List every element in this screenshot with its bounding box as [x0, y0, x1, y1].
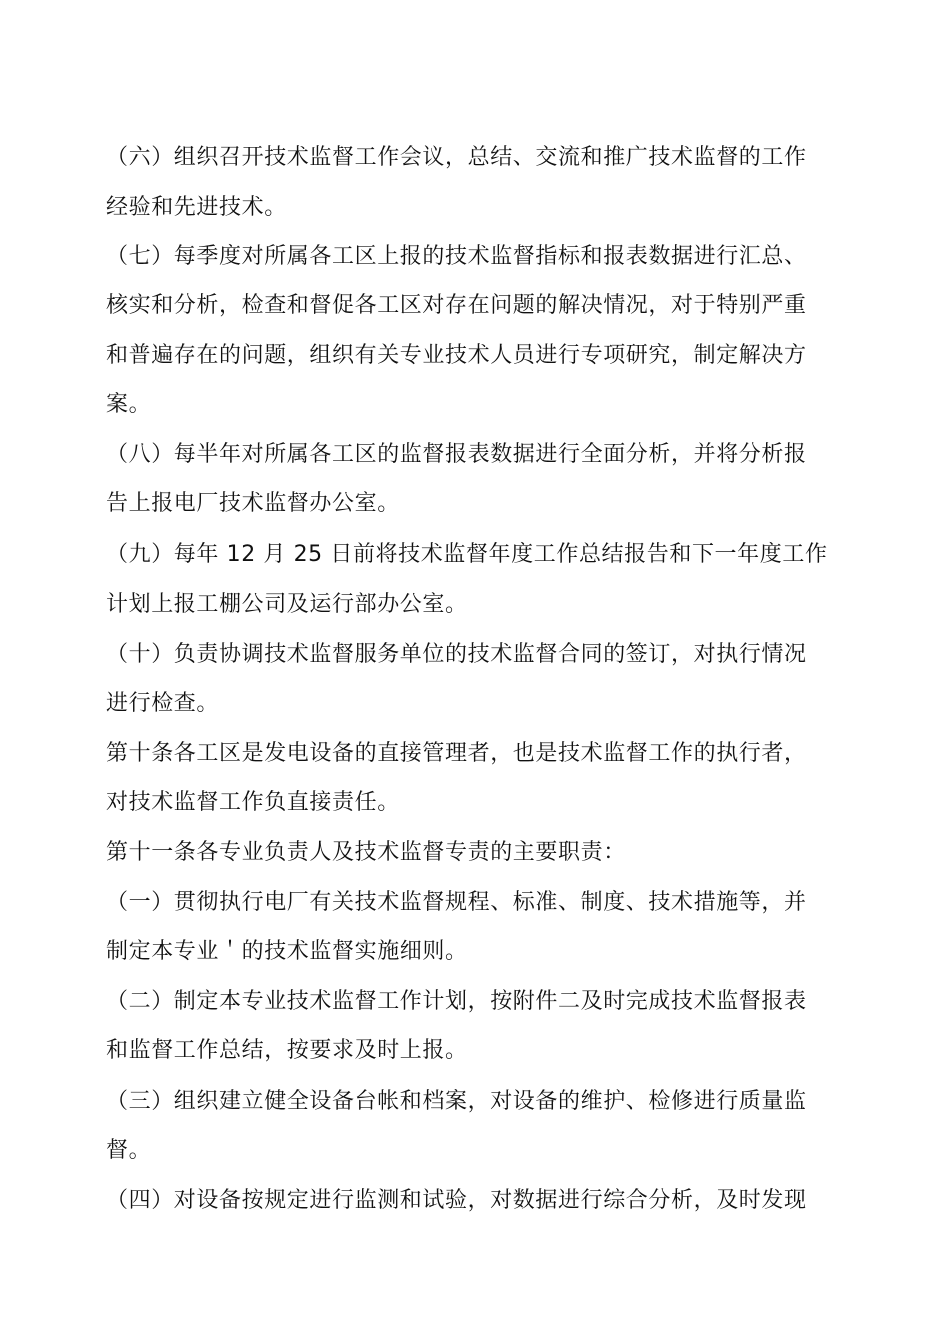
- text-line: 督。: [106, 1138, 152, 1163]
- text-line: 和普遍存在的问题，组织有关专业技术人员进行专项研究，制定解决方: [106, 343, 807, 368]
- text-line: （十）负责协调技术监督服务单位的技术监督合同的签订，对执行情况: [106, 642, 807, 667]
- text-line: （六）组织召开技术监督工作会议，总结、交流和推广技术监督的工作: [106, 145, 807, 170]
- text-line: 核实和分析，检查和督促各工区对存在问题的解决情况，对于特别严重: [106, 293, 807, 318]
- text-line: 计划上报工棚公司及运行部办公室。: [106, 592, 468, 617]
- text-line: 对技术监督工作负直接责任。: [106, 790, 400, 815]
- text-line: 第十一条各专业负责人及技术监督专责的主要职责：: [106, 840, 626, 865]
- text-line: （一）贯彻执行电厂有关技术监督规程、标准、制度、技术措施等，并: [106, 890, 807, 915]
- text-line: 经验和先进技术。: [106, 195, 287, 220]
- text-line: （七）每季度对所属各工区上报的技术监督指标和报表数据进行汇总、: [106, 244, 807, 269]
- text-line: （八）每半年对所属各工区的监督报表数据进行全面分析，并将分析报: [106, 442, 807, 467]
- text-line: 告上报电厂技术监督办公室。: [106, 491, 400, 516]
- text-line: （二）制定本专业技术监督工作计划，按附件二及时完成技术监督报表: [106, 989, 807, 1014]
- text-line: 制定本专业＇的技术监督实施细则。: [106, 939, 468, 964]
- text-line: （三）组织建立健全设备台帐和档案，对设备的维护、检修进行质量监: [106, 1089, 807, 1114]
- text-line: 案。: [106, 392, 152, 417]
- text-line: 进行检查。: [106, 691, 220, 716]
- text-line: 和监督工作总结，按要求及时上报。: [106, 1038, 468, 1063]
- text-line: 第十条各工区是发电设备的直接管理者，也是技术监督工作的执行者，: [106, 741, 807, 766]
- text-line: （四）对设备按规定进行监测和试验，对数据进行综合分析，及时发现: [106, 1188, 807, 1213]
- text-line: （九）每年 12 月 25 日前将技术监督年度工作总结报告和下一年度工作: [106, 542, 828, 567]
